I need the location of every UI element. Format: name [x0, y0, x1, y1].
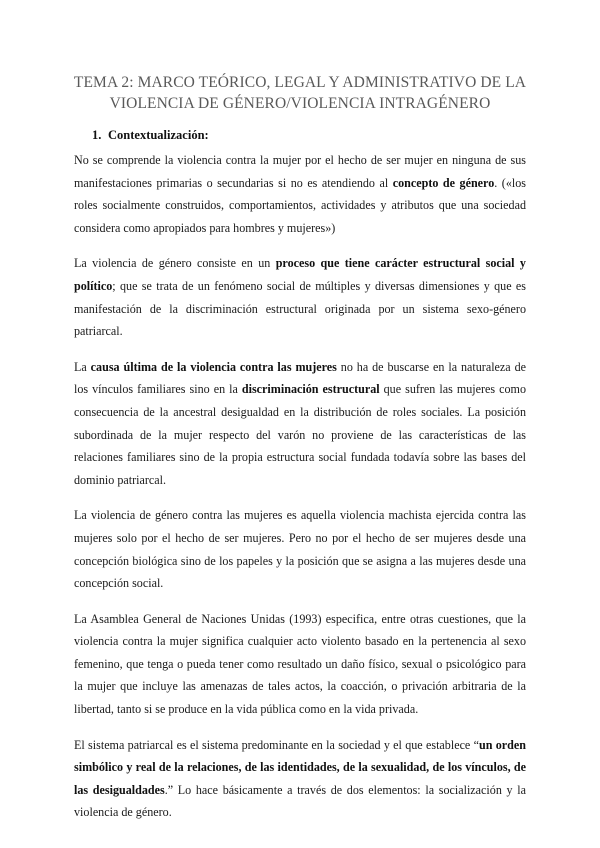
bold-term: proceso que tiene carácter estructural social y político	[74, 256, 526, 293]
paragraph-6	[74, 734, 526, 824]
title-line-2: VIOLENCIA DE GÉNERO/VIOLENCIA INTRAGÉNERO	[109, 95, 491, 112]
paragraph-text: La Asamblea General de Naciones Unidas (1993) especifica, entre otras cuestiones, que la violencia contra la mujer significa cualquier acto violento basado en la pertenencia al sexo femenino, que tenga o pueda tener como resultado un daño físico, sexual o psicológico para la mujer que incluye las amenazas de tales actos, la coacción, o privación arbitraria de la libertad, tanto si se produce en la vida pública como en la vida privada.	[74, 611, 526, 717]
body-text	[74, 149, 526, 837]
paragraph-text: . («los roles socialmente construidos, comportamientos, actividades y atributos que una sociedad considera como apropiados para hombres y mujeres»)	[74, 175, 526, 235]
paragraph-1	[74, 149, 526, 239]
bold-term: un orden simbólico y real de la relaciones, de las identidades, de la sexualidad, de los vínculos, de las desigualdades	[74, 737, 526, 797]
bold-term: concepto de género	[392, 175, 495, 190]
paragraph-text: La	[74, 359, 91, 374]
section-number: 1.	[92, 128, 102, 142]
bold-term: causa última de la violencia contra las mujeres	[90, 359, 337, 374]
section-heading	[92, 128, 209, 143]
paragraph-text: ; que se trata de un fenómeno social de múltiples y diversas dimensiones y que es manifestación de la discriminación estructural originada por un sistema sexo-género patriarcal.	[74, 278, 526, 339]
paragraph-text: El sistema patriarcal es el sistema predominante en la sociedad y el que establece “	[74, 737, 479, 752]
paragraph-5	[74, 608, 526, 721]
paragraph-text: no ha de buscarse en la naturaleza de los vínculos familiares sino en la	[74, 359, 526, 397]
paragraph-text: La violencia de género contra las mujeres es aquella violencia machista ejercida contra las mujeres solo por el hecho de ser mujeres. Pero no por el hecho de ser mujeres desde una concepción biológica sino de los papeles y la posición que se asigna a las mujeres desde una concepción social.	[74, 508, 526, 591]
paragraph-4	[74, 504, 526, 594]
paragraph-text: No se comprende la violencia contra la mujer por el hecho de ser mujer en ninguna de sus manifestaciones primarias o secundarias si no es atendiendo al	[74, 153, 526, 190]
paragraph-text: que sufren las mujeres como consecuencia de la ancestral desigualdad en la distribución de roles sociales. La posición subordinada de la mujer respecto del varón no proviene de las características de las relaciones familiares sino de la propia estructura social fundada todavía sobre las bases del dominio patriarcal.	[74, 382, 526, 487]
paragraph-text: La violencia de género consiste en un	[74, 256, 276, 271]
page-title	[60, 72, 540, 114]
section-heading-text: Contextualización:	[108, 128, 209, 142]
title-line-1: TEMA 2: MARCO TEÓRICO, LEGAL Y ADMINISTRATIVO DE LA	[73, 74, 527, 91]
bold-term: discriminación estructural	[241, 382, 380, 397]
paragraph-2	[74, 252, 526, 342]
paragraph-3	[74, 356, 526, 492]
paragraph-text: .” Lo hace básicamente a través de dos elementos: la socialización y la violencia de género.	[74, 782, 526, 820]
